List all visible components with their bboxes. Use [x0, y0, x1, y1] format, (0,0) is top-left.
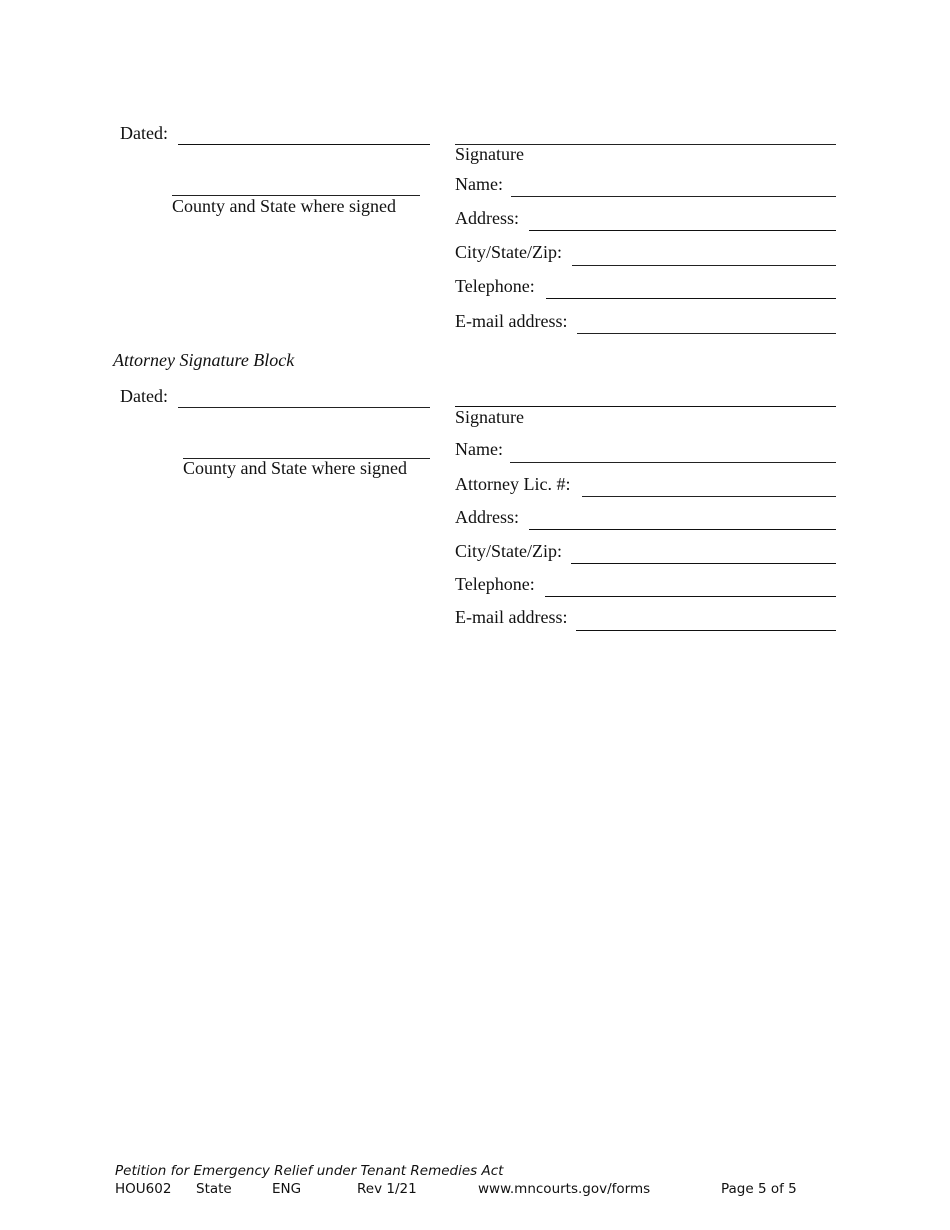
address-label: Address: [455, 208, 519, 228]
attorney-email-label: E-mail address: [455, 607, 568, 627]
dated-field[interactable] [178, 144, 430, 145]
footer-page-number: Page 5 of 5 [721, 1181, 797, 1197]
name-field[interactable] [511, 196, 836, 197]
attorney-city-state-zip-label: City/State/Zip: [455, 541, 562, 561]
footer-website: www.mncourts.gov/forms [478, 1181, 651, 1197]
footer-form-code: HOU602 [115, 1181, 172, 1197]
telephone-field[interactable] [546, 298, 836, 299]
attorney-name-field[interactable] [510, 462, 836, 463]
telephone-label: Telephone: [455, 276, 535, 296]
address-field[interactable] [529, 230, 836, 231]
email-label: E-mail address: [455, 311, 568, 331]
attorney-email-field[interactable] [576, 630, 836, 631]
attorney-name-label: Name: [455, 439, 503, 459]
dated-label: Dated: [120, 123, 168, 143]
city-state-zip-field[interactable] [572, 265, 836, 266]
attorney-city-state-zip-field[interactable] [571, 563, 836, 564]
footer-form-title: Petition for Emergency Relief under Tenant Remedies Act [115, 1163, 504, 1179]
attorney-address-field[interactable] [529, 529, 836, 530]
attorney-dated-label: Dated: [120, 386, 168, 406]
footer-language: ENG [272, 1181, 302, 1197]
name-label: Name: [455, 174, 503, 194]
email-field[interactable] [577, 333, 836, 334]
attorney-block-heading: Attorney Signature Block [113, 350, 295, 370]
footer-jurisdiction: State [196, 1181, 232, 1197]
attorney-dated-field[interactable] [178, 407, 430, 408]
attorney-telephone-field[interactable] [545, 596, 836, 597]
attorney-county-state-label: County and State where signed [183, 458, 407, 478]
county-state-label: County and State where signed [172, 196, 396, 216]
attorney-telephone-label: Telephone: [455, 574, 535, 594]
attorney-license-field[interactable] [582, 496, 836, 497]
city-state-zip-label: City/State/Zip: [455, 242, 562, 262]
attorney-signature-label: Signature [455, 407, 524, 427]
attorney-address-label: Address: [455, 507, 519, 527]
footer-revision: Rev 1/21 [357, 1181, 417, 1197]
attorney-license-label: Attorney Lic. #: [455, 474, 571, 494]
signature-label: Signature [455, 144, 524, 164]
